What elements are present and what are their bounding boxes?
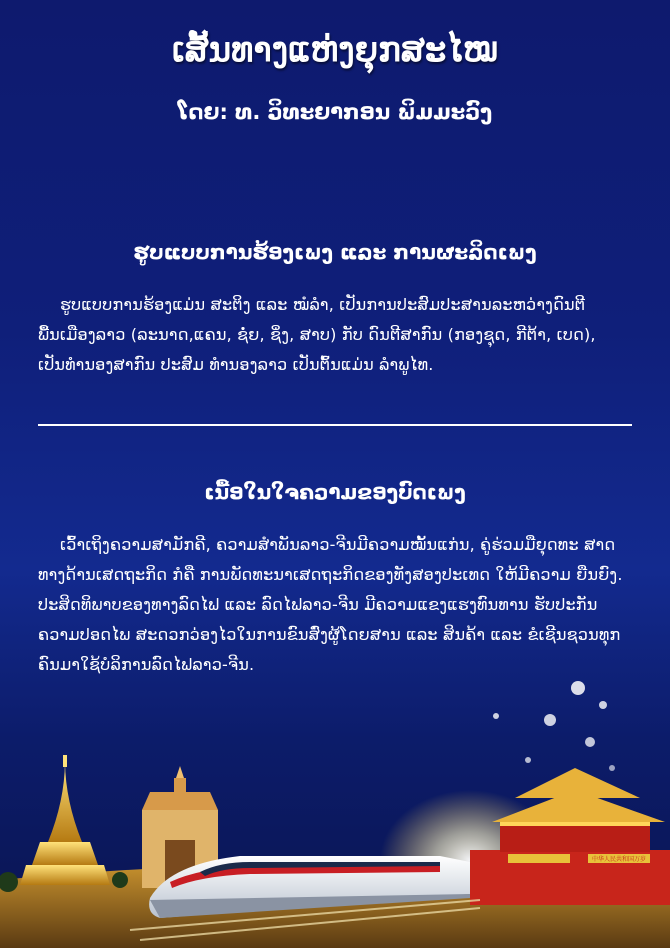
section-body-song-meaning: ເວົ້າເຖິງຄວາມສາມັກຄີ, ຄວາມສຳພັນລາວ-ຈີນມີຄວາມໝັ້ນແກ່ນ, ຄູ່ຮ່ວມມືຍຸດທະ ສາດທາງດ້ານເສດຖະກິດ ກໍຄື ການພັດທະນາເສດຖະກິດຂອງທັງສອງປະເທດ ໃຫ້ມີຄວາມ ຍືນຍົງ. ປະສິດທິພາບຂອງທາງລົດໄຟ ແລະ ລົດໄຟລາວ-ຈີນ ມີຄວາມແຂງແຮງທົນທານ ຮັບປະກັນຄວາມປອດໄພ ສະດວກວ່ອງໄວໃນການຂົນສົ່ງຜູ້ໂດຍສານ ແລະ ສິນຄ້າ ແລະ ຂໍເຊີນຊວນທຸກຄົນມາໃຊ້ບໍລິການລົດໄຟລາວ-ຈີນ. [38,535,623,674]
section-heading-song-meaning: ເນື້ອໃນໃຈຄວາມຂອງບົດເພງ [204,480,466,504]
page-title: ເສັ້ນທາງແຫ່ງຍຸກສະໄໝ [172,30,498,70]
tiananmen-gate-icon [470,768,670,905]
section-heading-singing-style: ຮູບແບບການຮ້ອງເພງ ແລະ ການຜະລິດເພງ [133,240,537,264]
divider [38,424,632,426]
golden-stupa-icon [20,755,110,885]
sparkles [493,681,615,771]
gate-banner-text: 中华人民共和国万岁 [591,856,647,863]
section-body-singing-style: ຮູບແບບການຮ້ອງແມ່ນ ສະຕິງ ແລະ ໝໍລຳ, ເປັນການປະສົມປະສານລະຫວ່າງດົນຕີ ພື້ນເມືອງລາວ (ລະນາດ,ແຄນ, ຊໍ່ຍ, ຊິ່ງ, ສາບ) ກັບ ດົນຕີສາກົນ (ກອງຊຸດ, ກີຕ້າ, ເບດ), ເປັນທຳນອງສາກົນ ປະສົມ ທຳນອງລາວ ເປັນຕົ້ນແມ່ນ ລຳພູໄທ. [38,295,596,374]
illustration-scene [0,650,670,948]
author-line: ໂດຍ: ທ. ວິທະຍາກອນ ພິມມະວົງ [177,100,493,124]
